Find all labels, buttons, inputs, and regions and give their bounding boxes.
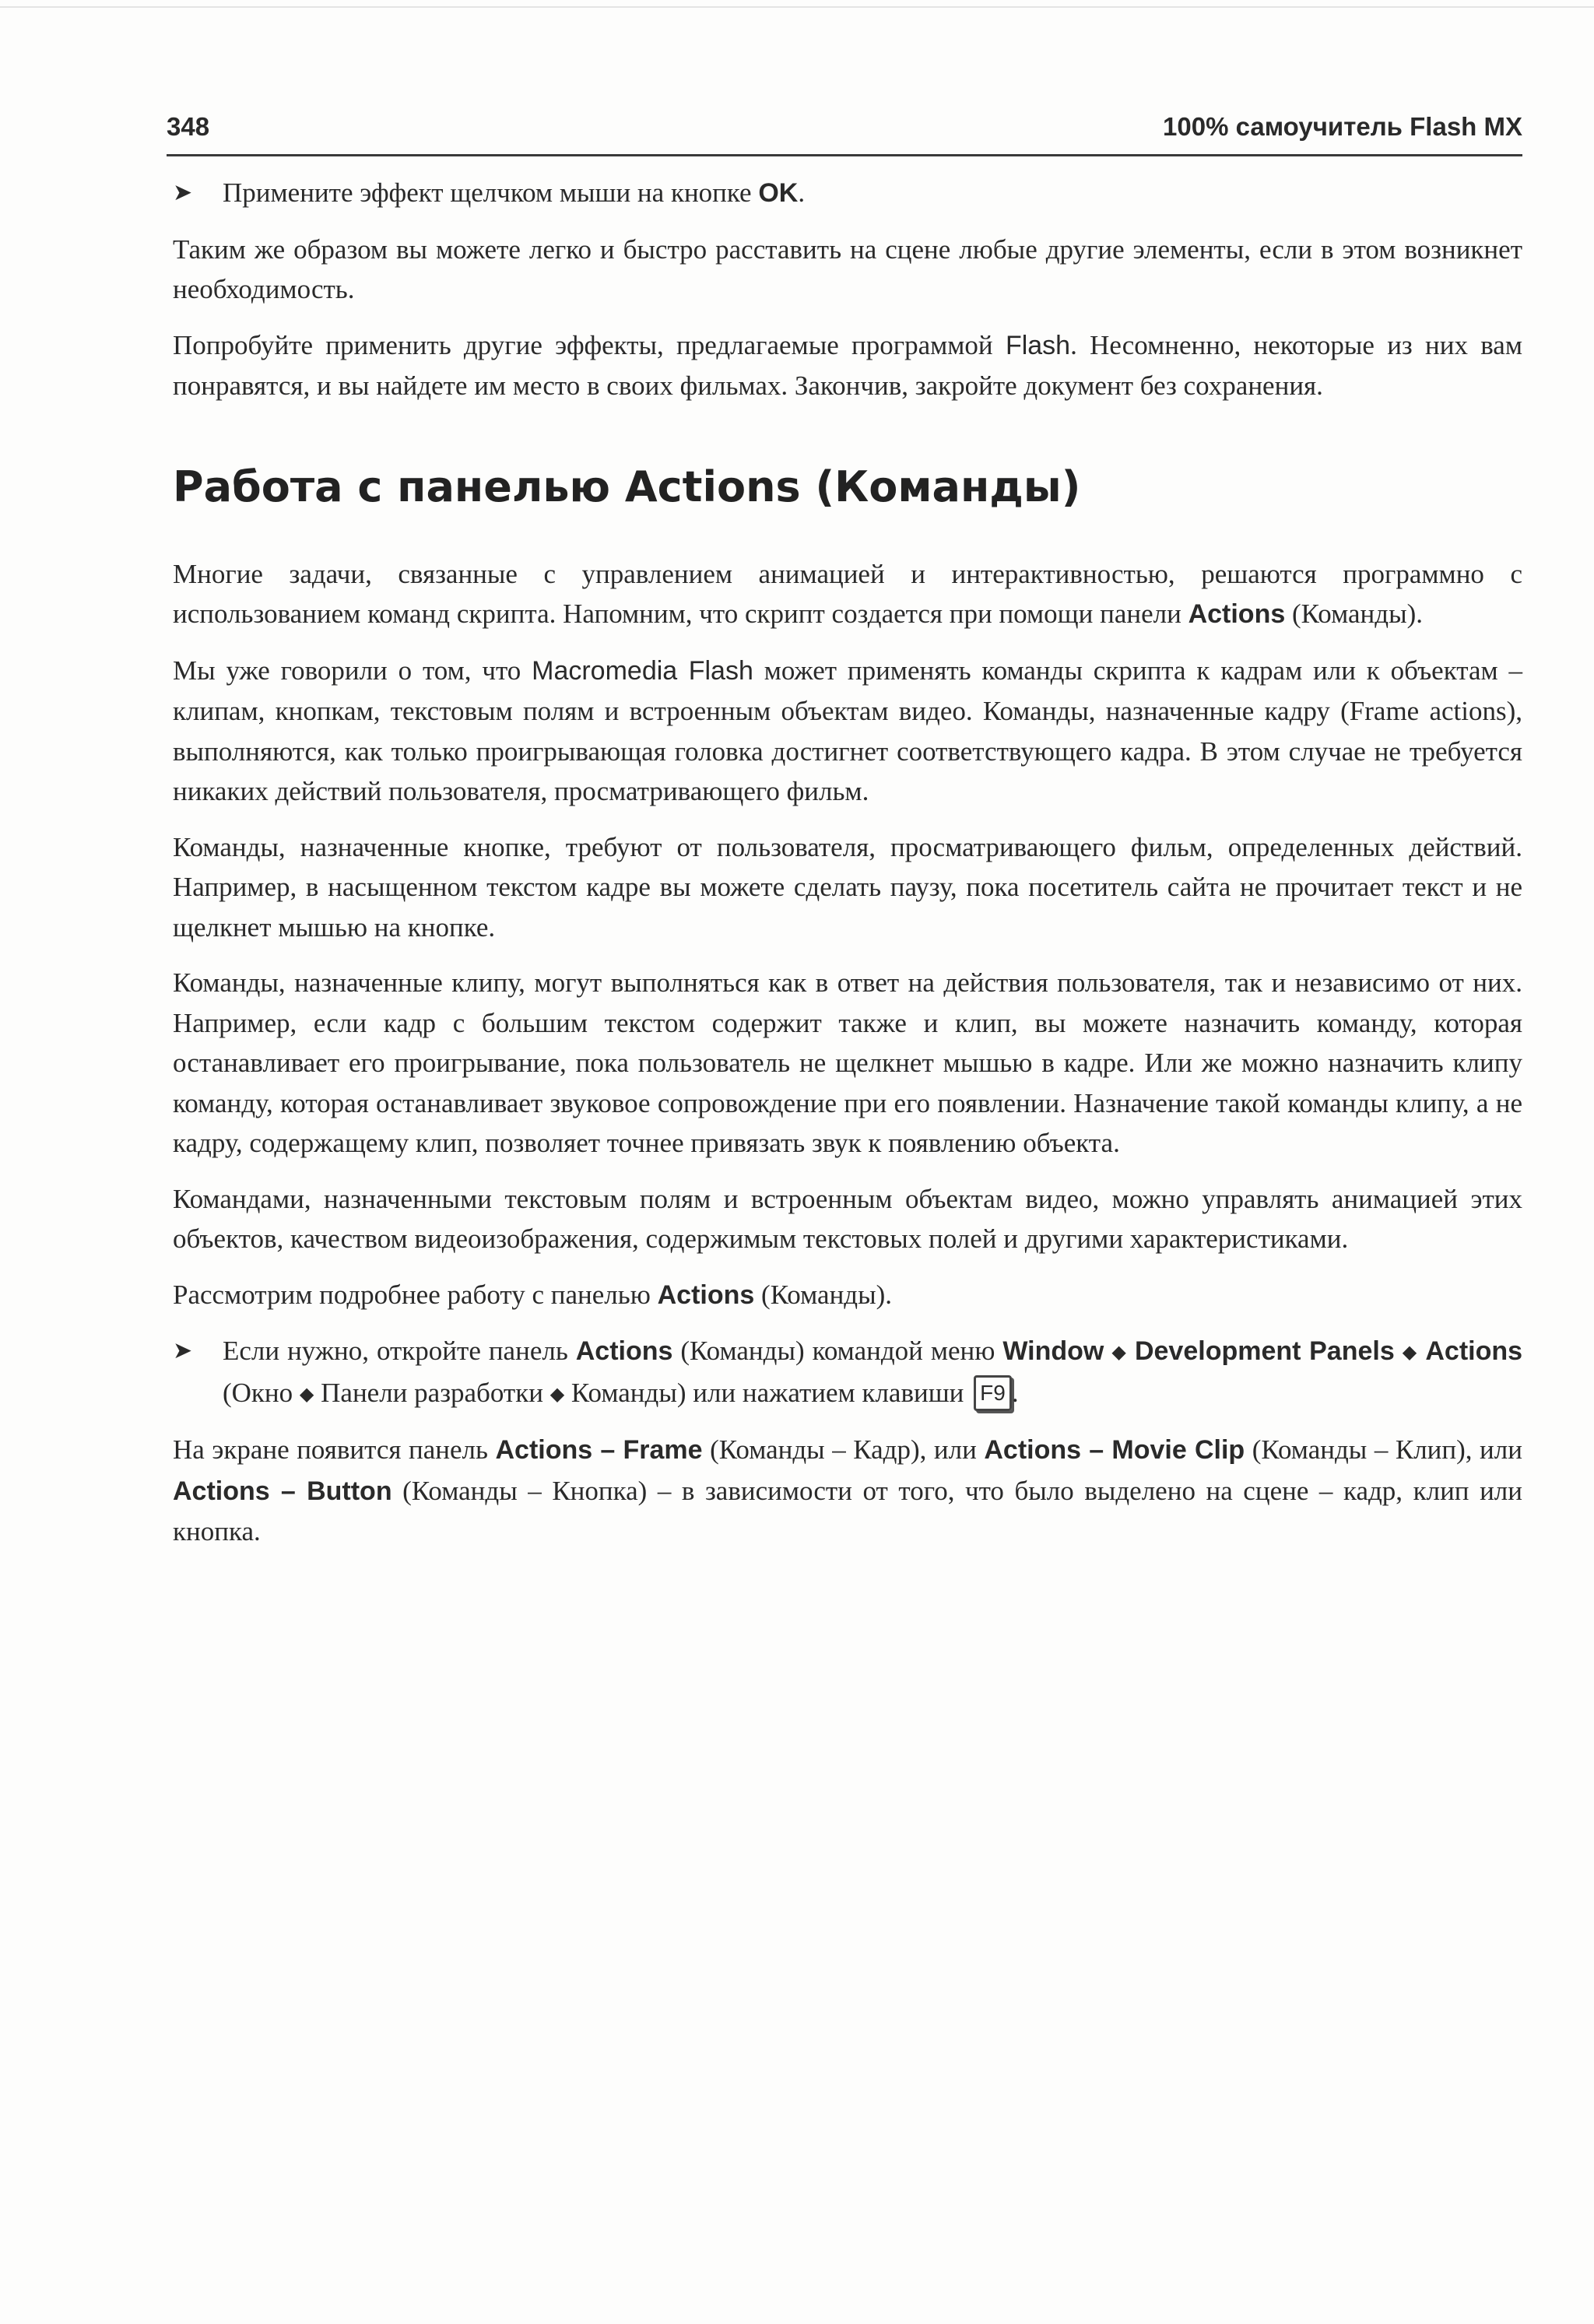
- menu-window: Window: [1002, 1336, 1104, 1366]
- text-run: (Команды).: [754, 1279, 893, 1310]
- step-open-actions-panel: [173, 1331, 1522, 1414]
- menu-separator-icon: ◆: [1111, 1341, 1127, 1363]
- text-run: Мы уже говорили о том, что: [173, 655, 532, 686]
- text-run: Многие задачи, связанные с управлением анимацией и интерактивностью, решаются программно с использованием команд скрипта. Напомним, что скрипт создается при помощи панели: [173, 558, 1522, 629]
- page-content: [173, 173, 1522, 1567]
- panel-actions-button: Actions – Button: [173, 1476, 392, 1506]
- panel-actions-movie-clip: Actions – Movie Clip: [984, 1435, 1245, 1465]
- text-run: На экране появится панель: [173, 1434, 496, 1465]
- text-run: Если нужно, откройте панель: [223, 1336, 576, 1366]
- text-run: (Команды) командой меню: [672, 1336, 1003, 1366]
- text-run: Попробуйте применить другие эффекты, предлагаемые программой: [173, 329, 1006, 360]
- text-run: (Команды).: [1285, 599, 1424, 629]
- text-run: . Несомненно, некоторые из них вам понравятся, и вы найдете им место в своих фильмах. Закончив, закройте документ без сохранения.: [173, 329, 1522, 401]
- section-paragraph-7: [173, 1430, 1522, 1552]
- scan-edge-line: [0, 6, 1594, 8]
- section-paragraph-3: Команды, назначенные кнопке, требуют от пользователя, просматривающего фильм, определенных действий. Например, в насыщенном текстом кадре вы можете сделать паузу, пока посетитель сайта не прочитает текст и не щелкнет мышью на кнопке.: [173, 831, 1522, 943]
- intro-paragraph-2: [173, 325, 1522, 406]
- section-paragraph-1: [173, 554, 1522, 635]
- text-run: может применять команды скрипта к кадрам или к объектам – клипам, кнопкам, текстовым полям и встроенным объектам видео. Команды, назначенные кадру (Frame actions), выполняются, как только проигрывающая головка достигнет соответствующего кадра. В этом случае не требуется никаких действий пользователя, просматривающего фильм.: [173, 655, 1522, 806]
- page-number: 348: [167, 112, 210, 141]
- panel-actions-frame: Actions – Frame: [495, 1435, 703, 1465]
- text-run: Рассмотрим подробнее работу с панелью: [173, 1279, 658, 1310]
- book-title: 100% самоучитель Flash MX: [1163, 112, 1522, 141]
- menu-separator-icon: ◆: [299, 1382, 314, 1405]
- menu-development-panels: Development Panels: [1134, 1336, 1395, 1366]
- text-run: .: [1011, 1377, 1019, 1408]
- app-name: Macromedia Flash: [532, 655, 753, 686]
- section-paragraph-2: [173, 651, 1522, 812]
- actions-term: Actions: [657, 1280, 755, 1310]
- text-run: (Команды – Кадр), или: [702, 1434, 985, 1465]
- flash-name: Flash: [1005, 330, 1071, 360]
- section-paragraph-6: [173, 1275, 1522, 1316]
- step-apply-effect: [173, 173, 1522, 214]
- section-paragraph-4: Команды, назначенные клипу, могут выполняться как в ответ на действия пользователя, так и независимо от них. Например, если кадр с большим текстом содержит также и клип, вы можете назначить команду, которая останавливает его проигрывание, пока пользователь не щелкнет мышью в кадре. Или же можно назначить клипу команду, которая останавливает звуковое сопровождение при его появлении. Назначение такой команды клипу, а не кадру, содержащему клип, позволяет точнее привязать звук к появлению объекта.: [173, 967, 1522, 1158]
- text-run: (Окно: [223, 1377, 300, 1408]
- menu-actions: Actions: [1425, 1336, 1523, 1366]
- step-arrow-icon: ➤: [173, 1337, 193, 1364]
- intro-paragraph-1: Таким же образом вы можете легко и быстро расставить на сцене любые другие элементы, если в этом возникнет необходимость.: [173, 233, 1522, 304]
- menu-separator-icon: ◆: [1402, 1341, 1418, 1363]
- text-run: (Команды – Клип), или: [1245, 1434, 1522, 1465]
- menu-separator-icon: ◆: [549, 1382, 565, 1405]
- section-title: Работа с панелью Actions (Команды): [173, 462, 1081, 511]
- f9-key-icon: F9: [974, 1375, 1012, 1411]
- step-arrow-icon: ➤: [173, 179, 193, 206]
- ok-button-label: OK: [758, 178, 799, 208]
- actions-term: Actions: [1188, 599, 1286, 629]
- actions-term: Actions: [575, 1336, 673, 1366]
- text-run: (Команды – Кнопка) – в зависимости от того, что было выделено на сцене – кадр, клип или кнопка.: [173, 1475, 1523, 1546]
- text-run: Команды) или нажатием клавиши: [564, 1377, 971, 1408]
- text-run: Панели разработки: [314, 1377, 550, 1408]
- step-text-end: .: [798, 177, 806, 208]
- step-text: Примените эффект щелчком мыши на кнопке: [223, 177, 759, 208]
- section-paragraph-5: Командами, назначенными текстовым полям и встроенным объектам видео, можно управлять анимацией этих объектов, качеством видеоизображения, содержимым текстовых полей и другими характеристиками.: [173, 1183, 1522, 1254]
- running-header: [167, 107, 1522, 156]
